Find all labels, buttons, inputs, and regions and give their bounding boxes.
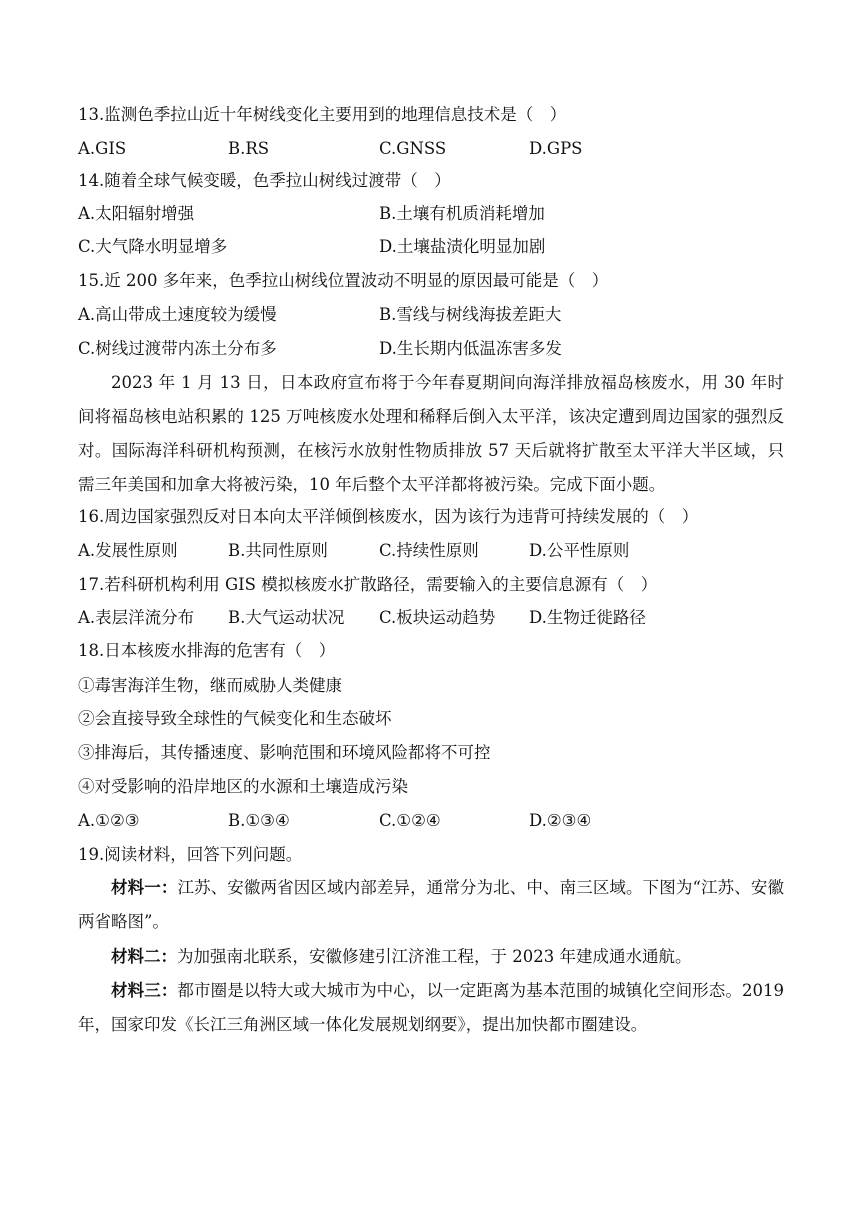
q19-material-3-text: 都市圈是以特大或大城市为中心，以一定距离为基本范围的城镇化空间形态。2019 年，国家印发《长江三角洲区域一体化发展规划纲要》，提出加快都市圈建设。: [78, 981, 784, 1034]
q17-option-c: C.板块运动趋势: [379, 608, 496, 627]
q18-option-b: B.①③④: [228, 811, 290, 830]
q15-option-a: A.高山带成土速度较为缓慢: [78, 305, 277, 324]
q17-stem: 17.若科研机构利用 GIS 模拟核废水扩散路径，需要输入的主要信息源有（ ）: [78, 575, 658, 594]
q15-option-d: D.生长期内低温冻害多发: [379, 339, 562, 358]
passage-paragraph: 2023 年 1 月 13 日，日本政府宣布将于今年春夏期间向海洋排放福岛核废水，用 30 年时间将福岛核电站积累的 125 万吨核废水处理和稀释后倒入太平洋，该决定遭到周边国家的强烈反对。国际海洋科研机构预测，在核污水放射性物质排放 57 天后就将扩散至太平洋大半区域，只需三年美国和加拿大将被污染，10 年后整个太平洋都将被污染。完成下面小题。: [78, 373, 784, 494]
q19-material-3-label: 材料三：: [111, 981, 178, 1000]
q16-option-a: A.发展性原则: [78, 541, 178, 560]
q17-option-b: B.大气运动状况: [228, 608, 345, 627]
q19-material-2: [78, 940, 784, 974]
q16-stem: 16.周边国家强烈反对日本向太平洋倾倒核废水，因为该行为违背可持续发展的（ ）: [78, 507, 699, 526]
q19-material-1: [78, 871, 784, 939]
q18-option-a: A.①②③: [78, 811, 140, 830]
q14-option-b: B.土壤有机质消耗增加: [379, 204, 545, 223]
q15-stem: 15.近 200 多年来，色季拉山树线位置波动不明显的原因最可能是（ ）: [78, 271, 609, 290]
q18-option-c: C.①②④: [379, 811, 441, 830]
q19-material-2-label: 材料二：: [111, 947, 177, 966]
q13-stem: 13.监测色季拉山近十年树线变化主要用到的地理信息技术是（ ）: [78, 105, 567, 124]
q19-material-3: [78, 974, 784, 1042]
q18-item-1: ①毒害海洋生物，继而威胁人类健康: [78, 676, 342, 695]
q13-option-c: C.GNSS: [379, 139, 447, 158]
q18-option-d: D.②③④: [529, 811, 592, 830]
q16-option-b: B.共同性原则: [228, 541, 328, 560]
q18-item-3: ③排海后，其传播速度、影响范围和环境风险都将不可控: [78, 743, 491, 762]
q13-option-a: A.GIS: [78, 139, 127, 158]
q18-item-2: ②会直接导致全球性的气候变化和生态破坏: [78, 709, 392, 728]
q16-option-d: D.公平性原则: [529, 541, 630, 560]
q17-option-d: D.生物迁徙路径: [529, 608, 646, 627]
q14-option-a: A.太阳辐射增强: [78, 204, 195, 223]
q16-option-c: C.持续性原则: [379, 541, 479, 560]
q13-option-d: D.GPS: [529, 139, 583, 158]
q17-option-a: A.表层洋流分布: [78, 608, 195, 627]
q18-stem: 18.日本核废水排海的危害有（ ）: [78, 641, 336, 660]
q13-option-b: B.RS: [228, 139, 270, 158]
q14-stem: 14.随着全球气候变暖，色季拉山树线过渡带（ ）: [78, 171, 451, 190]
q18-item-4: ④对受影响的沿岸地区的水源和土壤造成污染: [78, 777, 408, 796]
q19-stem: 19.阅读材料，回答下列问题。: [78, 845, 303, 864]
q19-material-1-label: 材料一：: [111, 878, 178, 897]
q15-option-b: B.雪线与树线海拔差距大: [379, 305, 562, 324]
q19-material-2-text: 为加强南北联系，安徽修建引江济淮工程，于 2023 年建成通水通航。: [177, 947, 692, 966]
q19-material-1-text: 江苏、安徽两省因区域内部差异，通常分为北、中、南三区域。下图为“江苏、安徽两省略图”。: [78, 878, 785, 931]
q14-option-d: D.土壤盐渍化明显加剧: [379, 237, 546, 256]
q15-option-c: C.树线过渡带内冻土分布多: [78, 339, 277, 358]
q14-option-c: C.大气降水明显增多: [78, 237, 228, 256]
